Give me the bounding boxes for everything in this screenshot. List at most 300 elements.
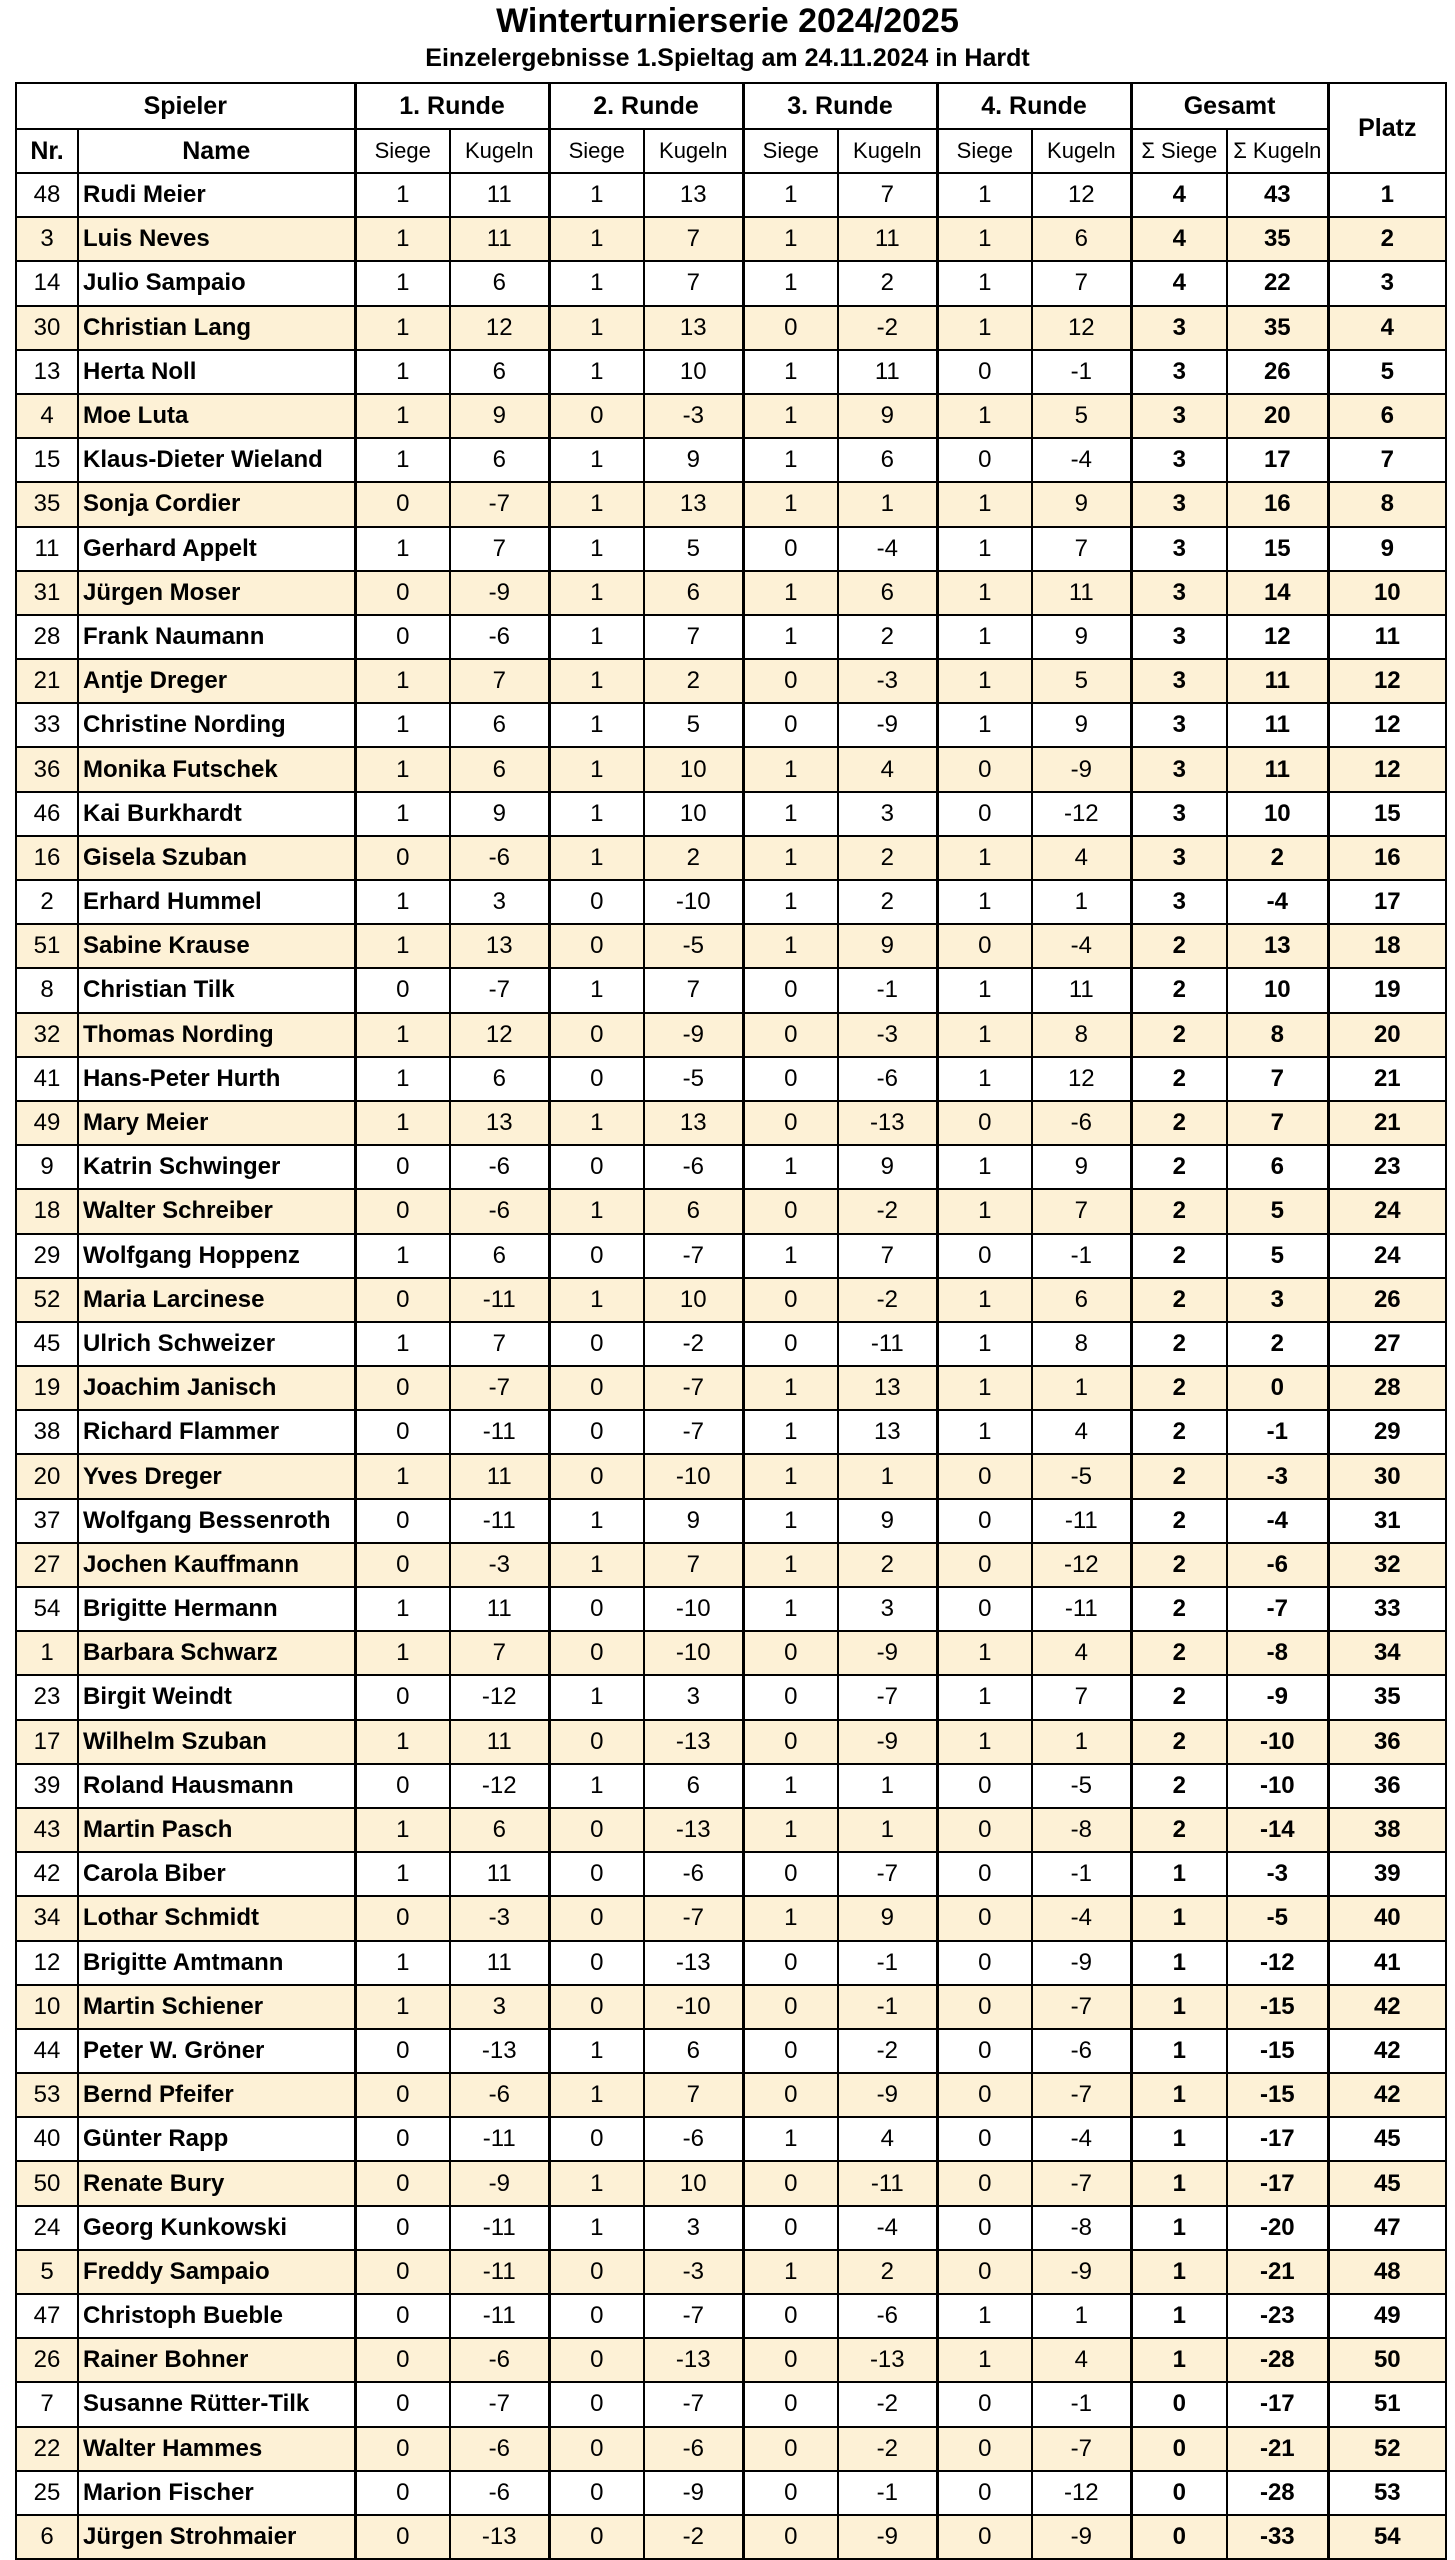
cell-r2-siege: 1 — [549, 1543, 644, 1587]
cell-name: Katrin Schwinger — [78, 1145, 355, 1189]
cell-r4-siege: 1 — [937, 880, 1032, 924]
cell-r3-siege: 0 — [743, 1852, 838, 1896]
cell-r4-siege: 0 — [937, 1896, 1032, 1940]
cell-sum-kugeln: -17 — [1227, 2382, 1328, 2426]
cell-name: Jürgen Moser — [78, 571, 355, 615]
cell-name: Bernd Pfeifer — [78, 2073, 355, 2117]
cell-r3-kugeln: 3 — [838, 792, 937, 836]
cell-r1-kugeln: -12 — [450, 1675, 549, 1719]
cell-name: Christine Nording — [78, 703, 355, 747]
cell-sum-kugeln: -12 — [1227, 1941, 1328, 1985]
cell-r1-siege: 0 — [355, 482, 450, 526]
cell-r4-kugeln: -9 — [1032, 2515, 1131, 2559]
cell-name: Jochen Kauffmann — [78, 1543, 355, 1587]
cell-r4-kugeln: -1 — [1032, 1234, 1131, 1278]
cell-sum-kugeln: -15 — [1227, 1985, 1328, 2029]
cell-r3-siege: 0 — [743, 659, 838, 703]
cell-r4-siege: 0 — [937, 438, 1032, 482]
table-row — [16, 217, 1446, 261]
cell-r4-kugeln: 9 — [1032, 482, 1131, 526]
cell-name: Kai Burkhardt — [78, 792, 355, 836]
cell-sum-kugeln: 11 — [1227, 747, 1328, 791]
cell-r1-siege: 1 — [355, 1852, 450, 1896]
cell-name: Thomas Nording — [78, 1013, 355, 1057]
cell-sum-kugeln: -21 — [1227, 2427, 1328, 2471]
cell-r3-siege: 0 — [743, 2471, 838, 2515]
cell-r2-kugeln: -9 — [644, 2471, 743, 2515]
cell-r2-siege: 0 — [549, 1852, 644, 1896]
cell-r3-siege: 0 — [743, 1322, 838, 1366]
cell-r3-kugeln: -1 — [838, 968, 937, 1012]
cell-r4-siege: 0 — [937, 1941, 1032, 1985]
cell-r1-siege: 0 — [355, 2471, 450, 2515]
cell-r4-siege: 1 — [937, 1366, 1032, 1410]
cell-r3-kugeln: -2 — [838, 1189, 937, 1233]
cell-r4-kugeln: -7 — [1032, 2161, 1131, 2205]
cell-r3-kugeln: -6 — [838, 2294, 937, 2338]
cell-r4-kugeln: 1 — [1032, 2294, 1131, 2338]
cell-r1-siege: 1 — [355, 924, 450, 968]
cell-name: Christoph Bueble — [78, 2294, 355, 2338]
cell-nr: 7 — [16, 2382, 78, 2426]
cell-sum-siege: 3 — [1131, 792, 1227, 836]
cell-r2-kugeln: -6 — [644, 2427, 743, 2471]
cell-r1-kugeln: 7 — [450, 1631, 549, 1675]
cell-r2-kugeln: -13 — [644, 2338, 743, 2382]
cell-sum-siege: 2 — [1131, 924, 1227, 968]
cell-sum-kugeln: -28 — [1227, 2471, 1328, 2515]
cell-nr: 53 — [16, 2073, 78, 2117]
cell-nr: 20 — [16, 1454, 78, 1498]
cell-name: Richard Flammer — [78, 1410, 355, 1454]
table-row — [16, 1234, 1446, 1278]
header-platz: Platz — [1328, 83, 1446, 173]
cell-name: Gerhard Appelt — [78, 527, 355, 571]
table-row — [16, 1366, 1446, 1410]
cell-sum-siege: 3 — [1131, 659, 1227, 703]
cell-nr: 16 — [16, 836, 78, 880]
cell-nr: 30 — [16, 306, 78, 350]
cell-platz: 18 — [1328, 924, 1446, 968]
table-row — [16, 1057, 1446, 1101]
cell-r4-kugeln: -7 — [1032, 1985, 1131, 2029]
table-row — [16, 1852, 1446, 1896]
cell-name: Marion Fischer — [78, 2471, 355, 2515]
cell-sum-kugeln: -21 — [1227, 2250, 1328, 2294]
cell-r4-siege: 1 — [937, 173, 1032, 217]
cell-r1-kugeln: 13 — [450, 924, 549, 968]
cell-r1-kugeln: -6 — [450, 615, 549, 659]
cell-r3-kugeln: 4 — [838, 2117, 937, 2161]
cell-nr: 19 — [16, 1366, 78, 1410]
cell-r1-kugeln: -7 — [450, 1366, 549, 1410]
cell-r2-kugeln: 10 — [644, 350, 743, 394]
cell-r4-siege: 0 — [937, 2029, 1032, 2073]
cell-r3-siege: 1 — [743, 1410, 838, 1454]
cell-platz: 2 — [1328, 217, 1446, 261]
cell-r1-kugeln: -13 — [450, 2029, 549, 2073]
cell-r3-kugeln: 11 — [838, 217, 937, 261]
cell-r3-kugeln: 6 — [838, 571, 937, 615]
cell-r3-siege: 0 — [743, 2427, 838, 2471]
cell-sum-kugeln: -10 — [1227, 1720, 1328, 1764]
table-row — [16, 2427, 1446, 2471]
cell-r2-siege: 0 — [549, 1234, 644, 1278]
cell-r3-kugeln: -9 — [838, 703, 937, 747]
cell-r3-siege: 1 — [743, 1808, 838, 1852]
cell-name: Birgit Weindt — [78, 1675, 355, 1719]
cell-r2-siege: 0 — [549, 1808, 644, 1852]
cell-nr: 15 — [16, 438, 78, 482]
cell-r3-siege: 1 — [743, 880, 838, 924]
table-row — [16, 1543, 1446, 1587]
cell-name: Brigitte Hermann — [78, 1587, 355, 1631]
cell-r4-kugeln: 9 — [1032, 1145, 1131, 1189]
header-r1-kugeln: Kugeln — [450, 129, 549, 173]
cell-r1-kugeln: -3 — [450, 1896, 549, 1940]
table-row — [16, 1896, 1446, 1940]
cell-name: Hans-Peter Hurth — [78, 1057, 355, 1101]
cell-nr: 21 — [16, 659, 78, 703]
cell-platz: 49 — [1328, 2294, 1446, 2338]
cell-r4-kugeln: 7 — [1032, 1189, 1131, 1233]
cell-r4-kugeln: -1 — [1032, 350, 1131, 394]
cell-r4-kugeln: 12 — [1032, 306, 1131, 350]
cell-nr: 22 — [16, 2427, 78, 2471]
cell-r1-siege: 0 — [355, 2250, 450, 2294]
cell-r3-siege: 1 — [743, 747, 838, 791]
cell-r3-kugeln: -2 — [838, 2029, 937, 2073]
cell-name: Antje Dreger — [78, 659, 355, 703]
table-row — [16, 306, 1446, 350]
cell-platz: 48 — [1328, 2250, 1446, 2294]
cell-r3-siege: 1 — [743, 217, 838, 261]
cell-nr: 9 — [16, 1145, 78, 1189]
cell-r1-kugeln: 11 — [450, 1587, 549, 1631]
cell-nr: 2 — [16, 880, 78, 924]
cell-r3-kugeln: -13 — [838, 2338, 937, 2382]
cell-nr: 12 — [16, 1941, 78, 1985]
cell-sum-siege: 2 — [1131, 1189, 1227, 1233]
cell-r1-siege: 1 — [355, 1985, 450, 2029]
cell-r3-kugeln: 7 — [838, 173, 937, 217]
cell-sum-kugeln: -9 — [1227, 1675, 1328, 1719]
cell-r3-siege: 0 — [743, 703, 838, 747]
cell-r3-kugeln: 9 — [838, 394, 937, 438]
cell-r2-siege: 1 — [549, 1278, 644, 1322]
cell-r4-kugeln: -4 — [1032, 1896, 1131, 1940]
cell-r1-kugeln: 3 — [450, 1985, 549, 2029]
cell-platz: 3 — [1328, 261, 1446, 305]
cell-r1-siege: 0 — [355, 2161, 450, 2205]
table-row — [16, 1410, 1446, 1454]
cell-r3-kugeln: -9 — [838, 2073, 937, 2117]
cell-r4-kugeln: -1 — [1032, 1852, 1131, 1896]
cell-sum-kugeln: -7 — [1227, 1587, 1328, 1631]
cell-r3-kugeln: 1 — [838, 1454, 937, 1498]
cell-r3-kugeln: 1 — [838, 482, 937, 526]
cell-r2-siege: 0 — [549, 924, 644, 968]
cell-r2-siege: 0 — [549, 1410, 644, 1454]
table-row — [16, 2294, 1446, 2338]
cell-r2-kugeln: 10 — [644, 792, 743, 836]
cell-r4-siege: 1 — [937, 968, 1032, 1012]
cell-r3-kugeln: -4 — [838, 2206, 937, 2250]
cell-sum-siege: 2 — [1131, 1366, 1227, 1410]
cell-r4-siege: 1 — [937, 659, 1032, 703]
cell-r3-siege: 0 — [743, 1720, 838, 1764]
cell-nr: 14 — [16, 261, 78, 305]
cell-r1-siege: 0 — [355, 571, 450, 615]
table-row — [16, 1631, 1446, 1675]
cell-r1-siege: 1 — [355, 173, 450, 217]
cell-r3-kugeln: -2 — [838, 2382, 937, 2426]
header-nr: Nr. — [16, 129, 78, 173]
cell-nr: 26 — [16, 2338, 78, 2382]
cell-r3-kugeln: -6 — [838, 1057, 937, 1101]
cell-sum-siege: 2 — [1131, 1145, 1227, 1189]
cell-r3-siege: 1 — [743, 924, 838, 968]
cell-r2-siege: 0 — [549, 2250, 644, 2294]
cell-r4-kugeln: 6 — [1032, 1278, 1131, 1322]
cell-r2-siege: 1 — [549, 1764, 644, 1808]
header-sum-siege: Σ Siege — [1131, 129, 1227, 173]
cell-sum-kugeln: 6 — [1227, 1145, 1328, 1189]
cell-name: Walter Hammes — [78, 2427, 355, 2471]
cell-sum-siege: 2 — [1131, 1057, 1227, 1101]
results-body — [16, 173, 1446, 2559]
cell-platz: 53 — [1328, 2471, 1446, 2515]
cell-sum-siege: 2 — [1131, 1454, 1227, 1498]
cell-r2-siege: 0 — [549, 2382, 644, 2426]
cell-sum-kugeln: 20 — [1227, 394, 1328, 438]
cell-platz: 52 — [1328, 2427, 1446, 2471]
cell-sum-kugeln: 35 — [1227, 306, 1328, 350]
cell-r4-kugeln: -9 — [1032, 1941, 1131, 1985]
cell-nr: 54 — [16, 1587, 78, 1631]
cell-r2-kugeln: -10 — [644, 1985, 743, 2029]
cell-sum-kugeln: 7 — [1227, 1101, 1328, 1145]
cell-platz: 33 — [1328, 1587, 1446, 1631]
cell-sum-siege: 0 — [1131, 2515, 1227, 2559]
cell-r4-kugeln: 1 — [1032, 1366, 1131, 1410]
cell-r1-kugeln: 6 — [450, 1057, 549, 1101]
cell-r1-kugeln: -11 — [450, 1278, 549, 1322]
cell-r1-kugeln: -9 — [450, 2161, 549, 2205]
cell-sum-siege: 4 — [1131, 217, 1227, 261]
cell-r2-siege: 0 — [549, 1720, 644, 1764]
cell-r2-kugeln: 10 — [644, 1278, 743, 1322]
cell-r4-siege: 0 — [937, 2427, 1032, 2471]
cell-r4-kugeln: -1 — [1032, 2382, 1131, 2426]
cell-r4-siege: 0 — [937, 747, 1032, 791]
cell-r3-kugeln: -1 — [838, 1941, 937, 1985]
cell-r3-kugeln: 2 — [838, 880, 937, 924]
cell-platz: 21 — [1328, 1101, 1446, 1145]
cell-platz: 12 — [1328, 703, 1446, 747]
cell-r3-siege: 0 — [743, 1278, 838, 1322]
cell-r2-kugeln: -10 — [644, 880, 743, 924]
cell-sum-siege: 0 — [1131, 2382, 1227, 2426]
cell-name: Freddy Sampaio — [78, 2250, 355, 2294]
cell-r1-siege: 0 — [355, 2294, 450, 2338]
cell-nr: 42 — [16, 1852, 78, 1896]
cell-r2-kugeln: 7 — [644, 615, 743, 659]
cell-r1-kugeln: 11 — [450, 1720, 549, 1764]
cell-platz: 29 — [1328, 1410, 1446, 1454]
cell-sum-siege: 3 — [1131, 571, 1227, 615]
cell-r3-kugeln: -3 — [838, 659, 937, 703]
cell-r1-siege: 0 — [355, 1189, 450, 1233]
cell-sum-kugeln: 22 — [1227, 261, 1328, 305]
cell-r1-siege: 1 — [355, 527, 450, 571]
cell-r3-kugeln: 4 — [838, 747, 937, 791]
cell-r4-kugeln: -5 — [1032, 1764, 1131, 1808]
cell-r2-kugeln: 6 — [644, 1764, 743, 1808]
cell-sum-kugeln: 5 — [1227, 1234, 1328, 1278]
header-gesamt: Gesamt — [1131, 83, 1328, 129]
cell-r1-siege: 1 — [355, 261, 450, 305]
cell-r1-kugeln: 11 — [450, 1941, 549, 1985]
cell-r4-kugeln: 4 — [1032, 2338, 1131, 2382]
cell-r4-kugeln: -9 — [1032, 2250, 1131, 2294]
cell-r3-siege: 0 — [743, 2338, 838, 2382]
cell-sum-kugeln: -15 — [1227, 2029, 1328, 2073]
cell-name: Rainer Bohner — [78, 2338, 355, 2382]
cell-r4-siege: 0 — [937, 1852, 1032, 1896]
cell-nr: 29 — [16, 1234, 78, 1278]
cell-name: Günter Rapp — [78, 2117, 355, 2161]
table-row — [16, 880, 1446, 924]
cell-platz: 15 — [1328, 792, 1446, 836]
cell-name: Julio Sampaio — [78, 261, 355, 305]
table-row — [16, 1013, 1446, 1057]
cell-r2-kugeln: 10 — [644, 2161, 743, 2205]
cell-r3-siege: 1 — [743, 2117, 838, 2161]
cell-r2-siege: 0 — [549, 1322, 644, 1366]
cell-nr: 24 — [16, 2206, 78, 2250]
cell-nr: 8 — [16, 968, 78, 1012]
cell-r2-siege: 1 — [549, 1499, 644, 1543]
cell-r3-siege: 1 — [743, 261, 838, 305]
cell-r2-kugeln: 6 — [644, 1189, 743, 1233]
cell-platz: 1 — [1328, 173, 1446, 217]
cell-r1-siege: 1 — [355, 394, 450, 438]
cell-name: Wolfgang Hoppenz — [78, 1234, 355, 1278]
cell-r4-kugeln: -6 — [1032, 2029, 1131, 2073]
cell-r2-siege: 0 — [549, 2338, 644, 2382]
cell-r1-kugeln: -13 — [450, 2515, 549, 2559]
table-row — [16, 1499, 1446, 1543]
cell-r2-kugeln: -7 — [644, 1366, 743, 1410]
cell-platz: 26 — [1328, 1278, 1446, 1322]
cell-r3-siege: 1 — [743, 1764, 838, 1808]
cell-r4-kugeln: 9 — [1032, 615, 1131, 659]
cell-r3-siege: 0 — [743, 1189, 838, 1233]
cell-r1-siege: 1 — [355, 659, 450, 703]
cell-nr: 5 — [16, 2250, 78, 2294]
cell-name: Gisela Szuban — [78, 836, 355, 880]
cell-r4-kugeln: -6 — [1032, 1101, 1131, 1145]
cell-r3-kugeln: -3 — [838, 1013, 937, 1057]
cell-sum-siege: 1 — [1131, 1985, 1227, 2029]
cell-r4-siege: 1 — [937, 261, 1032, 305]
cell-r2-siege: 1 — [549, 527, 644, 571]
cell-sum-kugeln: 15 — [1227, 527, 1328, 571]
cell-r3-siege: 0 — [743, 968, 838, 1012]
header-r4-kugeln: Kugeln — [1032, 129, 1131, 173]
cell-platz: 20 — [1328, 1013, 1446, 1057]
cell-r2-kugeln: -7 — [644, 1234, 743, 1278]
cell-nr: 3 — [16, 217, 78, 261]
header-r2-siege: Siege — [549, 129, 644, 173]
cell-r2-kugeln: 6 — [644, 571, 743, 615]
cell-r2-kugeln: 7 — [644, 217, 743, 261]
cell-r4-kugeln: -5 — [1032, 1454, 1131, 1498]
cell-r3-kugeln: -11 — [838, 2161, 937, 2205]
cell-r4-siege: 0 — [937, 1587, 1032, 1631]
cell-name: Sonja Cordier — [78, 482, 355, 526]
cell-r2-siege: 0 — [549, 1941, 644, 1985]
cell-r2-siege: 1 — [549, 2161, 644, 2205]
cell-r4-kugeln: 8 — [1032, 1013, 1131, 1057]
cell-platz: 9 — [1328, 527, 1446, 571]
table-row — [16, 836, 1446, 880]
cell-name: Brigitte Amtmann — [78, 1941, 355, 1985]
header-r3-siege: Siege — [743, 129, 838, 173]
cell-platz: 27 — [1328, 1322, 1446, 1366]
cell-r1-siege: 1 — [355, 880, 450, 924]
cell-r3-siege: 0 — [743, 2294, 838, 2338]
cell-r2-kugeln: -10 — [644, 1454, 743, 1498]
cell-r1-kugeln: -7 — [450, 2382, 549, 2426]
cell-r1-kugeln: 3 — [450, 880, 549, 924]
cell-r1-kugeln: 12 — [450, 306, 549, 350]
cell-r3-kugeln: 11 — [838, 350, 937, 394]
cell-r3-siege: 1 — [743, 173, 838, 217]
cell-r3-siege: 1 — [743, 836, 838, 880]
cell-nr: 50 — [16, 2161, 78, 2205]
table-row — [16, 394, 1446, 438]
cell-r1-siege: 0 — [355, 2073, 450, 2117]
cell-name: Moe Luta — [78, 394, 355, 438]
cell-r2-kugeln: 13 — [644, 482, 743, 526]
cell-r4-siege: 1 — [937, 1631, 1032, 1675]
header-r2-kugeln: Kugeln — [644, 129, 743, 173]
cell-sum-siege: 3 — [1131, 527, 1227, 571]
cell-platz: 34 — [1328, 1631, 1446, 1675]
cell-r4-siege: 0 — [937, 350, 1032, 394]
cell-r1-siege: 1 — [355, 350, 450, 394]
cell-r1-kugeln: -11 — [450, 2117, 549, 2161]
cell-sum-kugeln: -20 — [1227, 2206, 1328, 2250]
cell-r3-kugeln: 6 — [838, 438, 937, 482]
cell-r4-siege: 0 — [937, 2117, 1032, 2161]
cell-r3-siege: 1 — [743, 482, 838, 526]
cell-r1-siege: 0 — [355, 2515, 450, 2559]
cell-r1-siege: 1 — [355, 703, 450, 747]
cell-r1-siege: 0 — [355, 1543, 450, 1587]
cell-r2-kugeln: -5 — [644, 924, 743, 968]
cell-r4-kugeln: -8 — [1032, 2206, 1131, 2250]
cell-r4-kugeln: 4 — [1032, 1410, 1131, 1454]
cell-sum-kugeln: -15 — [1227, 2073, 1328, 2117]
cell-r1-siege: 0 — [355, 2117, 450, 2161]
cell-platz: 35 — [1328, 1675, 1446, 1719]
cell-r2-kugeln: 7 — [644, 968, 743, 1012]
cell-r2-siege: 0 — [549, 1587, 644, 1631]
cell-r2-kugeln: 10 — [644, 747, 743, 791]
